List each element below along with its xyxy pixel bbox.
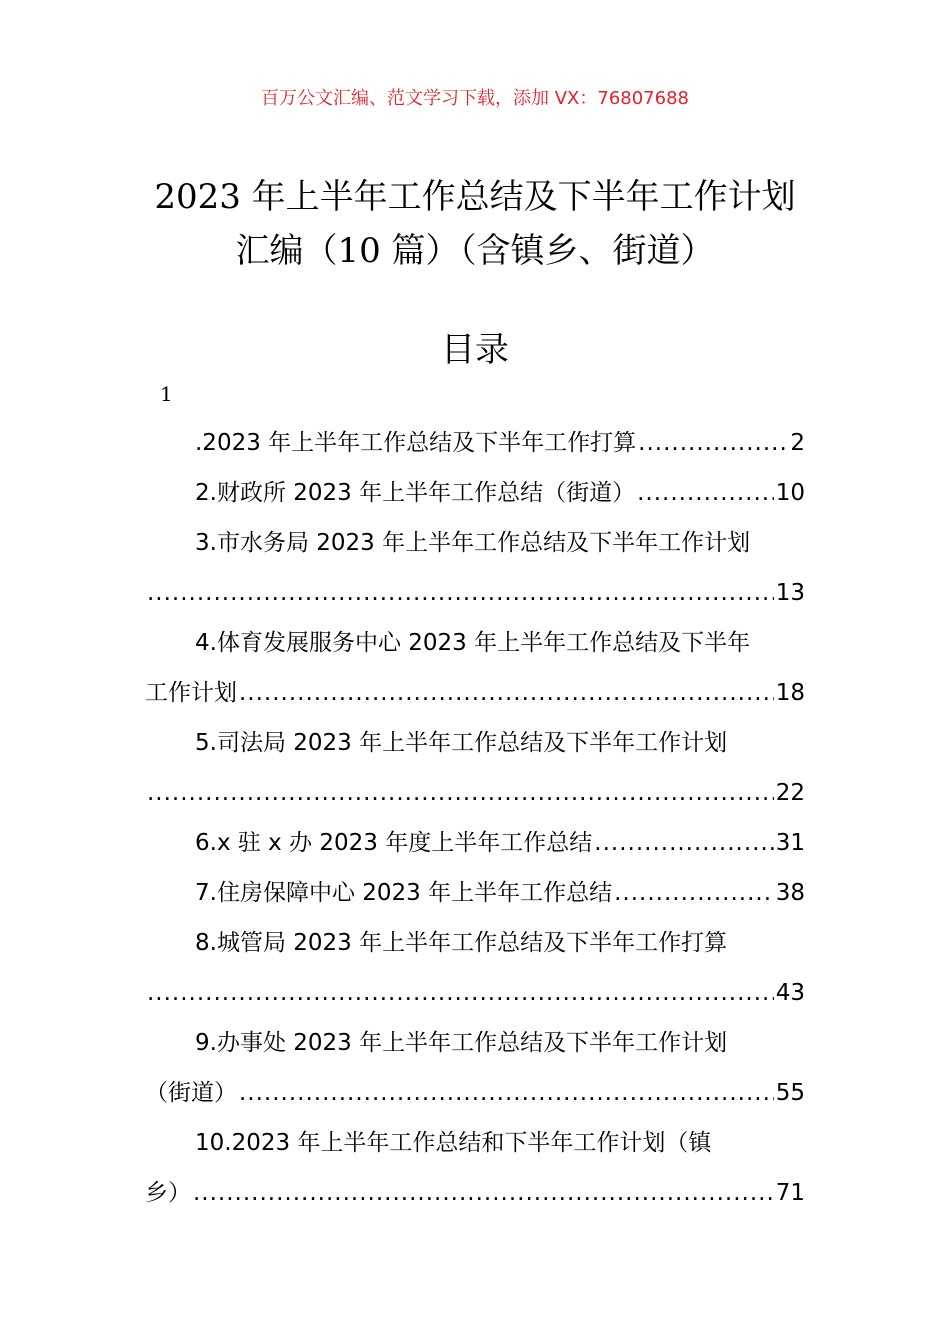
table-of-contents	[145, 418, 805, 1218]
toc-entry-title-continued: （街道）	[145, 1080, 237, 1106]
toc-entry-title: 6.x 驻 x 办 2023 年度上半年工作总结	[195, 830, 593, 856]
toc-entry[interactable]	[145, 818, 805, 868]
toc-entry-title: 5.司法局 2023 年上半年工作总结及下半年工作计划	[195, 730, 728, 756]
toc-entry-title: 7.住房保障中心 2023 年上半年工作总结	[195, 880, 613, 906]
toc-entry-page: 10	[775, 480, 805, 506]
toc-entry[interactable]	[145, 618, 805, 718]
title-line-2: 汇编（10 篇）（含镇乡、街道）	[235, 231, 715, 271]
toc-entry-title-continued: 乡）	[145, 1180, 191, 1206]
toc-entry-page: 2	[790, 430, 805, 456]
toc-entry[interactable]	[145, 418, 805, 468]
toc-dot-leader	[237, 1068, 774, 1118]
toc-dot-leader	[635, 468, 774, 518]
document-title	[0, 170, 950, 278]
toc-heading: 目录	[441, 330, 509, 370]
toc-entry-title: 10.2023 年上半年工作总结和下半年工作计划（镇	[195, 1130, 712, 1156]
toc-entry-title: 8.城管局 2023 年上半年工作总结及下半年工作打算	[195, 930, 728, 956]
toc-entry-page: 71	[775, 1180, 805, 1206]
toc-entry-title-continued: 工作计划	[145, 680, 237, 706]
toc-entry[interactable]	[145, 718, 805, 818]
toc-entry-title: 3.市水务局 2023 年上半年工作总结及下半年工作计划	[195, 530, 751, 556]
toc-entry[interactable]	[145, 868, 805, 918]
toc-entry-title: 4.体育发展服务中心 2023 年上半年工作总结及下半年	[195, 630, 751, 656]
toc-entry-title: 2.财政所 2023 年上半年工作总结（街道）	[195, 480, 636, 506]
header-banner: 百万公文汇编、范文学习下载，添加 VX：76807688	[261, 88, 689, 109]
toc-entry-page: 22	[775, 780, 805, 806]
toc-entry-title: .2023 年上半年工作总结及下半年工作打算	[195, 430, 637, 456]
toc-entry-page: 43	[775, 980, 805, 1006]
toc-entry[interactable]	[145, 918, 805, 1018]
toc-entry[interactable]	[145, 468, 805, 518]
page-number-mark: 1	[160, 382, 173, 406]
toc-dot-leader	[145, 968, 774, 1018]
toc-entry-page: 18	[775, 680, 805, 706]
toc-dot-leader	[145, 768, 774, 818]
toc-entry[interactable]	[145, 518, 805, 618]
toc-entry-title: 9.办事处 2023 年上半年工作总结及下半年工作计划	[195, 1030, 728, 1056]
toc-dot-leader	[191, 1168, 774, 1218]
toc-entry-page: 38	[775, 880, 805, 906]
toc-dot-leader	[612, 868, 774, 918]
toc-dot-leader	[145, 568, 774, 618]
toc-dot-leader	[636, 418, 788, 468]
toc-entry-page: 55	[775, 1080, 805, 1106]
title-line-1: 2023 年上半年工作总结及下半年工作计划	[154, 177, 796, 217]
toc-entry-page: 31	[775, 830, 805, 856]
toc-entry-page: 13	[775, 580, 805, 606]
toc-dot-leader	[592, 818, 773, 868]
toc-entry[interactable]	[145, 1018, 805, 1118]
toc-dot-leader	[237, 668, 774, 718]
toc-entry[interactable]	[145, 1118, 805, 1218]
